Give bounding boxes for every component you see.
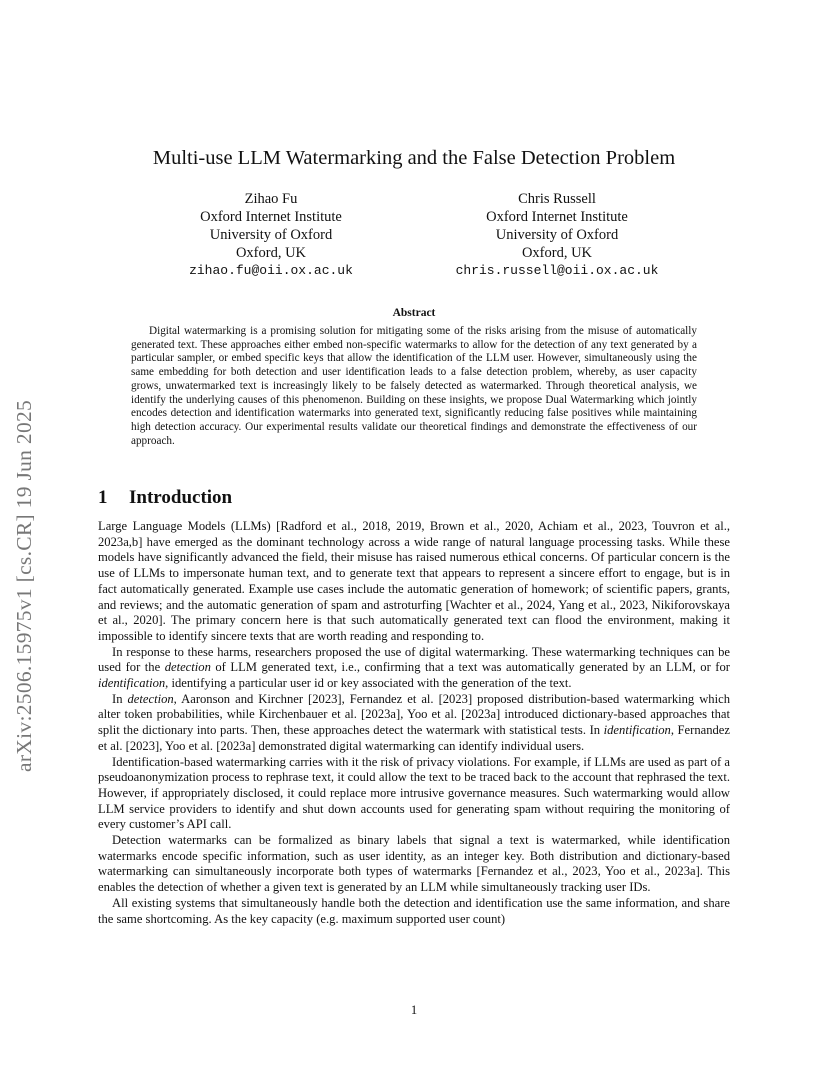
author-name: Zihao Fu [244, 191, 298, 207]
emphasis: identification [603, 723, 671, 738]
author-block [151, 190, 391, 280]
author-email: chris.russell@oii.ox.ac.uk [455, 263, 659, 278]
abstract-text: Digital watermarking is a promising solution for mitigating some of the risks arising from the misuse of automatically generated text. These approaches either embed non-specific watermarks to allow for the detection of any text generated by a particular sampler, or embed specific keys that allow the identification of the LLM user. However, simultaneously using the same embedding for both detection and user identification leads to a false detection problem, whereby, as user capacity grows, unwatermarked text is increasingly likely to be falsely detected as watermarked. Through theoretical analysis, we identify the underlying causes of this phenomenon. Building on these insights, we propose Dual Watermarking which jointly encodes detection and identification watermarks into generated text, significantly reducing false positives while maintaining high detection accuracy. Our experimental results validate our theoretical findings and demonstrate the effectiveness of our approach. [131, 325, 697, 447]
author-affiliation: Oxford Internet Institute [486, 209, 628, 225]
author-name: Chris Russell [518, 191, 596, 207]
emphasis: detection [127, 691, 174, 706]
section-number: 1 [98, 487, 108, 508]
paragraph: Detection watermarks can be formalized as binary labels that signal a text is watermarked, while identification watermarks encode specific information, such as user identity, as an integer key. Both distribution and dictionary-based watermarking can simultaneously incorporate both types of watermarks [Fernandez et al., 2023, Yoo et al., 2023a]. This enables the detection of whether a given text is generated by an LLM while simultaneously tracking user IDs. [98, 833, 730, 895]
author-affiliation: Oxford Internet Institute [200, 209, 342, 225]
paragraph: Identification-based watermarking carries with it the risk of privacy violations. For example, if LLMs are used as part of a pseudoanonymization process to rephrase text, it could allow the text to be traced back to the account that rephrased the text. However, if appropriately disclosed, it could replace more intrusive governance measures. Such watermarking would allow LLM service providers to identify and shut down accounts used for generating spam without requiring the monitoring of every customer’s API call. [98, 754, 730, 832]
paragraph: In detection, Aaronson and Kirchner [2023], Fernandez et al. [2023] proposed distribution-based watermarking which alter token probabilities, while Kirchenbauer et al. [2023a], Yoo et al. [2023a] introduced dictionary-based approaches that split the dictionary into parts. Then, these approaches detect the watermark with statistical tests. In identification, Fernandez et al. [2023], Yoo et al. [2023a] demonstrated digital watermarking can identify individual users. [98, 691, 730, 753]
author-university: University of Oxford [209, 227, 333, 243]
arxiv-identifier: arXiv:2506.15975v1 [cs.CR] 19 Jun 2025 [12, 399, 36, 772]
author-email: zihao.fu@oii.ox.ac.uk [189, 263, 353, 278]
section-title: Introduction [129, 487, 233, 508]
emphasis: detection [164, 660, 211, 675]
body-text [98, 519, 730, 927]
author-location: Oxford, UK [521, 245, 593, 261]
emphasis: identification [98, 676, 166, 691]
section-heading [98, 487, 232, 509]
paper-title: Multi-use LLM Watermarking and the False Detection Problem [152, 147, 676, 169]
paragraph: All existing systems that simultaneously handle both the detection and identification use the same information, and share the same shortcoming. As the key capacity (e.g. maximum supported user count) [98, 895, 730, 926]
author-location: Oxford, UK [235, 245, 307, 261]
author-block [437, 190, 677, 280]
abstract-heading: Abstract [392, 307, 436, 319]
author-university: University of Oxford [495, 227, 619, 243]
page-number: 1 [410, 1003, 418, 1017]
paragraph: Large Language Models (LLMs) [Radford et al., 2018, 2019, Brown et al., 2020, Achiam et al., 2023, Touvron et al., 2023a,b] have emerged as the dominant technology across a wide range of natural language processing tasks. While these models have significantly advanced the field, their misuse has raised numerous ethical concerns. Of particular concern is the use of LLMs to impersonate human text, and to generate text that appears to represent a sincere effort to engage, but is in fact automatically generated. Example use cases include the automatic generation of homework; of scientific papers, grants, and reviews; and the automatic generation of spam and astroturfing [Wachter et al., 2024, Yang et al., 2023, Nikiforovskaya et al., 2020]. The primary concern here is that such automatically generated text can flood the environment, making it impossible to identify sincere texts that are worth reading and responding to. [98, 519, 730, 643]
paragraph: In response to these harms, researchers proposed the use of digital watermarking. These watermarking techniques can be used for the detection of LLM generated text, i.e., confirming that a text was automatically generated by an LLM, or for identification, identifying a particular user id or key associated with the generation of the text. [98, 644, 730, 691]
